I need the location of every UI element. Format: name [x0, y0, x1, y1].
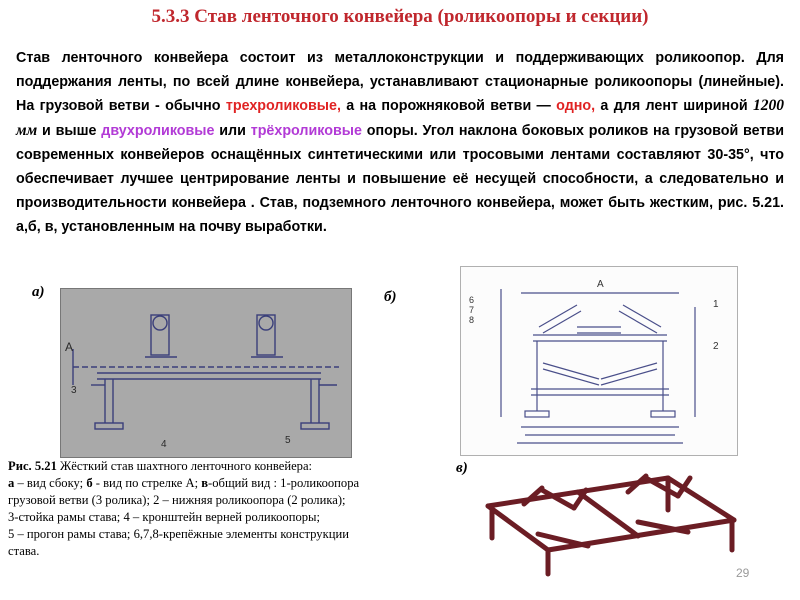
- caption-a-text: – вид сбоку;: [14, 476, 87, 490]
- highlight-three-roller-violet: трёхроликовые: [250, 122, 362, 139]
- fig-a-mark-3: 3: [71, 385, 77, 396]
- caption-line-6: става.: [8, 544, 40, 558]
- body-text-2: а на порожняковой ветви —: [340, 98, 557, 115]
- fig-b-mark-2: 2: [713, 341, 719, 352]
- figure-a-side-view: [60, 288, 352, 458]
- figure-v-general-view: [478, 460, 748, 578]
- caption-v: в: [201, 476, 209, 490]
- body-text-5: или: [214, 122, 251, 139]
- fig-a-arrow-label: A: [65, 340, 74, 354]
- fig-b-mark-6: 6: [469, 295, 475, 305]
- fig-b-arrow-label: A: [597, 279, 604, 290]
- figure-b-end-view: [460, 266, 738, 456]
- caption-b: б: [86, 476, 93, 490]
- highlight-one-roller: одно,: [556, 98, 596, 115]
- caption-line-1: [8, 458, 448, 475]
- body-text-3: а для лент шириной: [595, 98, 753, 115]
- caption-line-3: грузовой ветви (3 ролика); 2 – нижняя роликоопора (2 ролика);: [8, 493, 346, 507]
- caption-v-text: -общий вид : 1-роликоопора: [208, 476, 360, 490]
- slide-title: 5.3.3 Став ленточного конвейера (роликоопоры и секции): [151, 6, 649, 27]
- body-text-1: Став ленточного конвейера состоит из металлоконструкции и поддерживающих роликоопор. Для поддержания ленты, по всей длине конвейера, устанавливают стационарные роликоопоры (линейные). На грузовой ветви - обычно: [16, 50, 784, 115]
- fig-a-mark-4: 4: [161, 439, 167, 450]
- body-paragraph: [16, 46, 784, 240]
- figure-caption: [8, 458, 448, 560]
- fig-a-mark-5: 5: [285, 435, 291, 446]
- end-view-drawing: [461, 267, 737, 455]
- caption-line-2: [8, 475, 448, 492]
- caption-a: а: [8, 476, 15, 490]
- figure-a-label: а): [32, 284, 45, 300]
- fig-b-mark-1: 1: [713, 299, 719, 310]
- general-view-drawing: [478, 460, 748, 578]
- belt-width-value: 1200 мм: [16, 97, 784, 139]
- caption-line-5: 5 – прогон рамы става; 6,7,8-крепёжные элементы конструкции: [8, 527, 349, 541]
- caption-b-text: - вид по стрелке А;: [92, 476, 202, 490]
- body-text-4: и выше: [37, 122, 102, 139]
- highlight-three-roller: трехроликовые,: [225, 98, 341, 115]
- caption-line-4: 3-стойка рамы става; 4 – кронштейн верней роликоопоры;: [8, 510, 320, 524]
- caption-fig-ref: Рис. 5.21: [8, 459, 57, 473]
- figure-v-label: в): [456, 460, 468, 476]
- body-text-6: опоры. Угол наклона боковых роликов на грузовой ветви современных конвейеров оснащённых синтетическими или тросовыми лентами составляют 30-35°, что обеспечивает лучшее центрирование ленты и повышение её несущей способности, а следовательно и производительности конвейера . Став, подземного ленточного конвейера, может быть жестким, рис. 5.21. а,б, в, установленным на почву выработки.: [16, 122, 784, 236]
- fig-b-mark-7: 7: [469, 305, 475, 315]
- fig-b-mark-8: 8: [469, 315, 475, 325]
- side-view-drawing: [61, 289, 351, 457]
- page-number: 29: [736, 566, 750, 580]
- figure-b-label: б): [384, 289, 397, 305]
- caption-intro: Жёсткий став шахтного ленточного конвейера:: [56, 459, 313, 473]
- highlight-two-roller: двухроликовые: [101, 122, 215, 139]
